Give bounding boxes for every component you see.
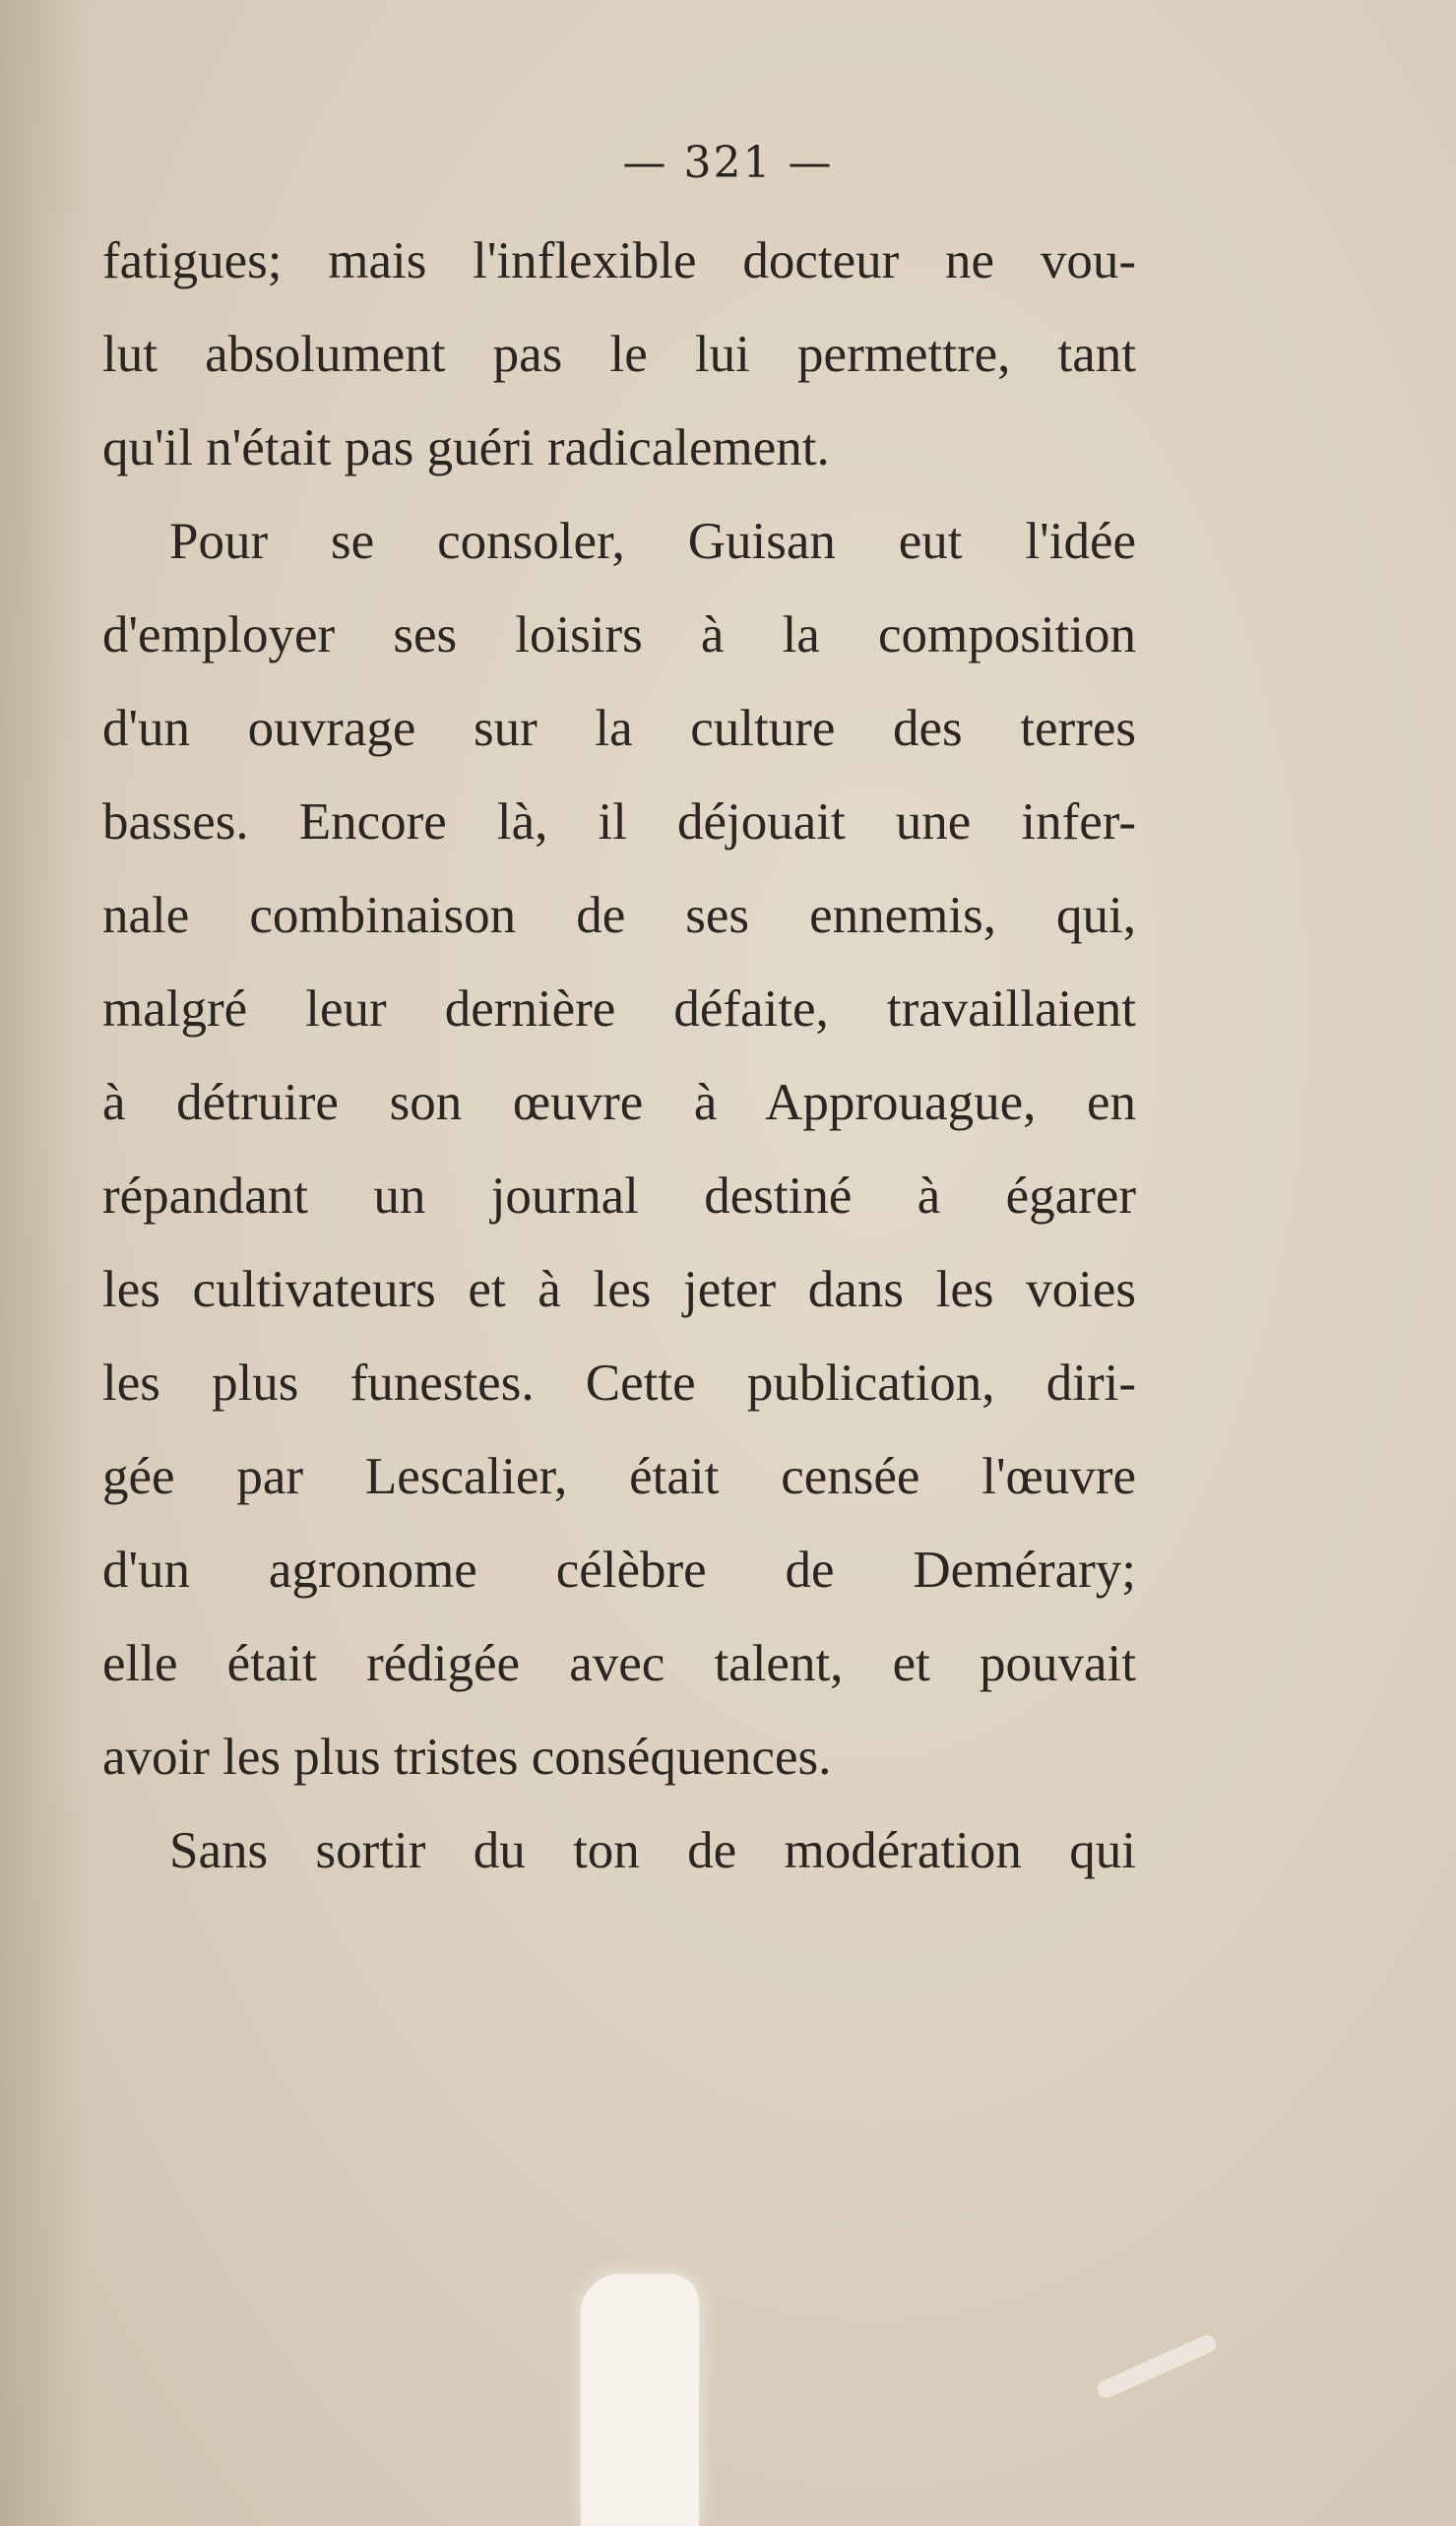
text-line: avoir les plus tristes conséquences. [102, 1729, 832, 1786]
text-line: d'un ouvrage sur la culture des terres [102, 700, 1136, 757]
text-line: d'un agronome célèbre de Demérary; [102, 1542, 1136, 1599]
text-line: répandant un journal destiné à égarer [102, 1168, 1136, 1225]
text-line: qu'il n'était pas guéri radicalement. [102, 419, 830, 476]
text-line: nale combinaison de ses ennemis, qui, [102, 887, 1136, 944]
body-text [102, 215, 1136, 1898]
text-line: les plus funestes. Cette publication, diri- [102, 1355, 1136, 1412]
text-line: les cultivateurs et à les jeter dans les voies [102, 1261, 1136, 1318]
binding-shadow [0, 0, 89, 2526]
page-number: — 321 — [622, 138, 834, 188]
paper-mark [1095, 2332, 1219, 2400]
text-line: Sans sortir du ton de modération qui [169, 1822, 1136, 1879]
text-line: lut absolument pas le lui permettre, tant [102, 326, 1136, 383]
paper-tear [581, 2274, 699, 2526]
text-line: à détruire son œuvre à Approuague, en [102, 1074, 1136, 1131]
text-line: Pour se consoler, Guisan eut l'idée [169, 513, 1136, 570]
text-line: d'employer ses loisirs à la composition [102, 606, 1136, 663]
text-line: gée par Lescalier, était censée l'œuvre [102, 1448, 1136, 1505]
text-line: fatigues; mais l'inflexible docteur ne vou- [102, 232, 1136, 289]
text-line: elle était rédigée avec talent, et pouvait [102, 1635, 1136, 1692]
text-line: malgré leur dernière défaite, travaillaient [102, 980, 1136, 1038]
text-line: basses. Encore là, il déjouait une infer- [102, 793, 1136, 851]
